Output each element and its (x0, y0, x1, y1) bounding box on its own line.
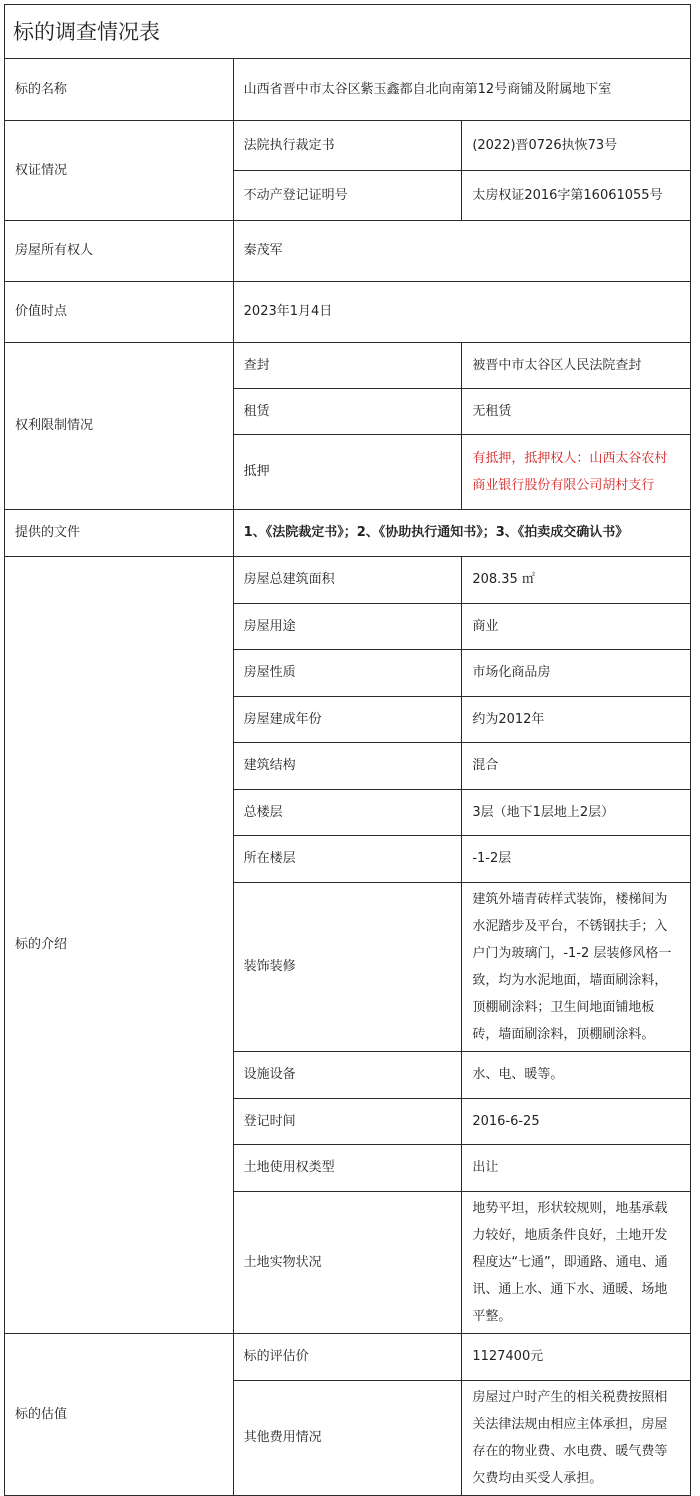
intro-value: 建筑外墙青砖样式装饰，楼梯间为水泥踏步及平台，不锈钢扶手；入户门为玻璃门，-1-2 层装修风格一致，均为水泥地面，墙面刷涂料，顶棚刷涂料；卫生间地面铺地板砖，墙面刷涂料，顶棚刷涂料。 (462, 883, 691, 1052)
intro-key: 设施设备 (233, 1052, 462, 1099)
owner-value: 秦茂军 (233, 221, 690, 282)
restrictions-key: 租赁 (233, 389, 462, 435)
intro-key: 登记时间 (233, 1099, 462, 1145)
intro-value: 3层（地下1层地上2层） (462, 790, 691, 836)
intro-label: 标的介绍 (5, 557, 234, 1334)
target-name-value: 山西省晋中市太谷区紫玉鑫都自北向南第12号商铺及附属地下室 (233, 59, 690, 121)
intro-key: 总楼层 (233, 790, 462, 836)
owner-label: 房屋所有权人 (5, 221, 234, 282)
intro-key: 房屋性质 (233, 650, 462, 697)
restrictions-value: 无租赁 (462, 389, 691, 435)
restrictions-key: 抵押 (233, 435, 462, 510)
table-title: 标的调查情况表 (5, 5, 691, 59)
rights-key: 不动产登记证明号 (233, 171, 462, 221)
intro-value: -1-2层 (462, 836, 691, 883)
intro-value: 混合 (462, 743, 691, 790)
restrictions-value: 被晋中市太谷区人民法院查封 (462, 343, 691, 389)
intro-value: 水、电、暖等。 (462, 1052, 691, 1099)
value-date-label: 价值时点 (5, 282, 234, 343)
valuation-key: 其他费用情况 (233, 1381, 462, 1496)
documents-label: 提供的文件 (5, 510, 234, 557)
intro-key: 房屋总建筑面积 (233, 557, 462, 604)
intro-key: 房屋用途 (233, 604, 462, 650)
rights-value: 太房权证2016字第16061055号 (462, 171, 691, 221)
valuation-key: 标的评估价 (233, 1334, 462, 1381)
value-date-value: 2023年1月4日 (233, 282, 690, 343)
intro-key: 土地使用权类型 (233, 1145, 462, 1192)
valuation-value: 房屋过户时产生的相关税费按照相关法律法规由相应主体承担，房屋存在的物业费、水电费、暖气费等欠费均由买受人承担。 (462, 1381, 691, 1496)
intro-key: 建筑结构 (233, 743, 462, 790)
intro-value: 2016-6-25 (462, 1099, 691, 1145)
intro-key: 装饰装修 (233, 883, 462, 1052)
intro-value: 地势平坦，形状较规则，地基承载力较好，地质条件良好，土地开发程度达“七通”，即通路、通电、通讯、通上水、通下水、通暖、场地平整。 (462, 1192, 691, 1334)
intro-key: 土地实物状况 (233, 1192, 462, 1334)
intro-key: 房屋建成年份 (233, 697, 462, 743)
restrictions-label: 权利限制情况 (5, 343, 234, 510)
intro-value: 出让 (462, 1145, 691, 1192)
valuation-value: 1127400元 (462, 1334, 691, 1381)
rights-key: 法院执行裁定书 (233, 121, 462, 171)
intro-value: 208.35 ㎡ (462, 557, 691, 604)
intro-value: 市场化商品房 (462, 650, 691, 697)
rights-label: 权证情况 (5, 121, 234, 221)
target-name-label: 标的名称 (5, 59, 234, 121)
valuation-label: 标的估值 (5, 1334, 234, 1496)
mortgage-value: 有抵押，抵押权人：山西太谷农村商业银行股份有限公司胡村支行 (462, 435, 691, 510)
documents-value: 1、《法院裁定书》；2、《协助执行通知书》；3、《拍卖成交确认书》 (233, 510, 690, 557)
intro-value: 商业 (462, 604, 691, 650)
survey-table (4, 4, 691, 1496)
restrictions-key: 查封 (233, 343, 462, 389)
intro-value: 约为2012年 (462, 697, 691, 743)
rights-value: (2022)晋0726执恢73号 (462, 121, 691, 171)
intro-key: 所在楼层 (233, 836, 462, 883)
